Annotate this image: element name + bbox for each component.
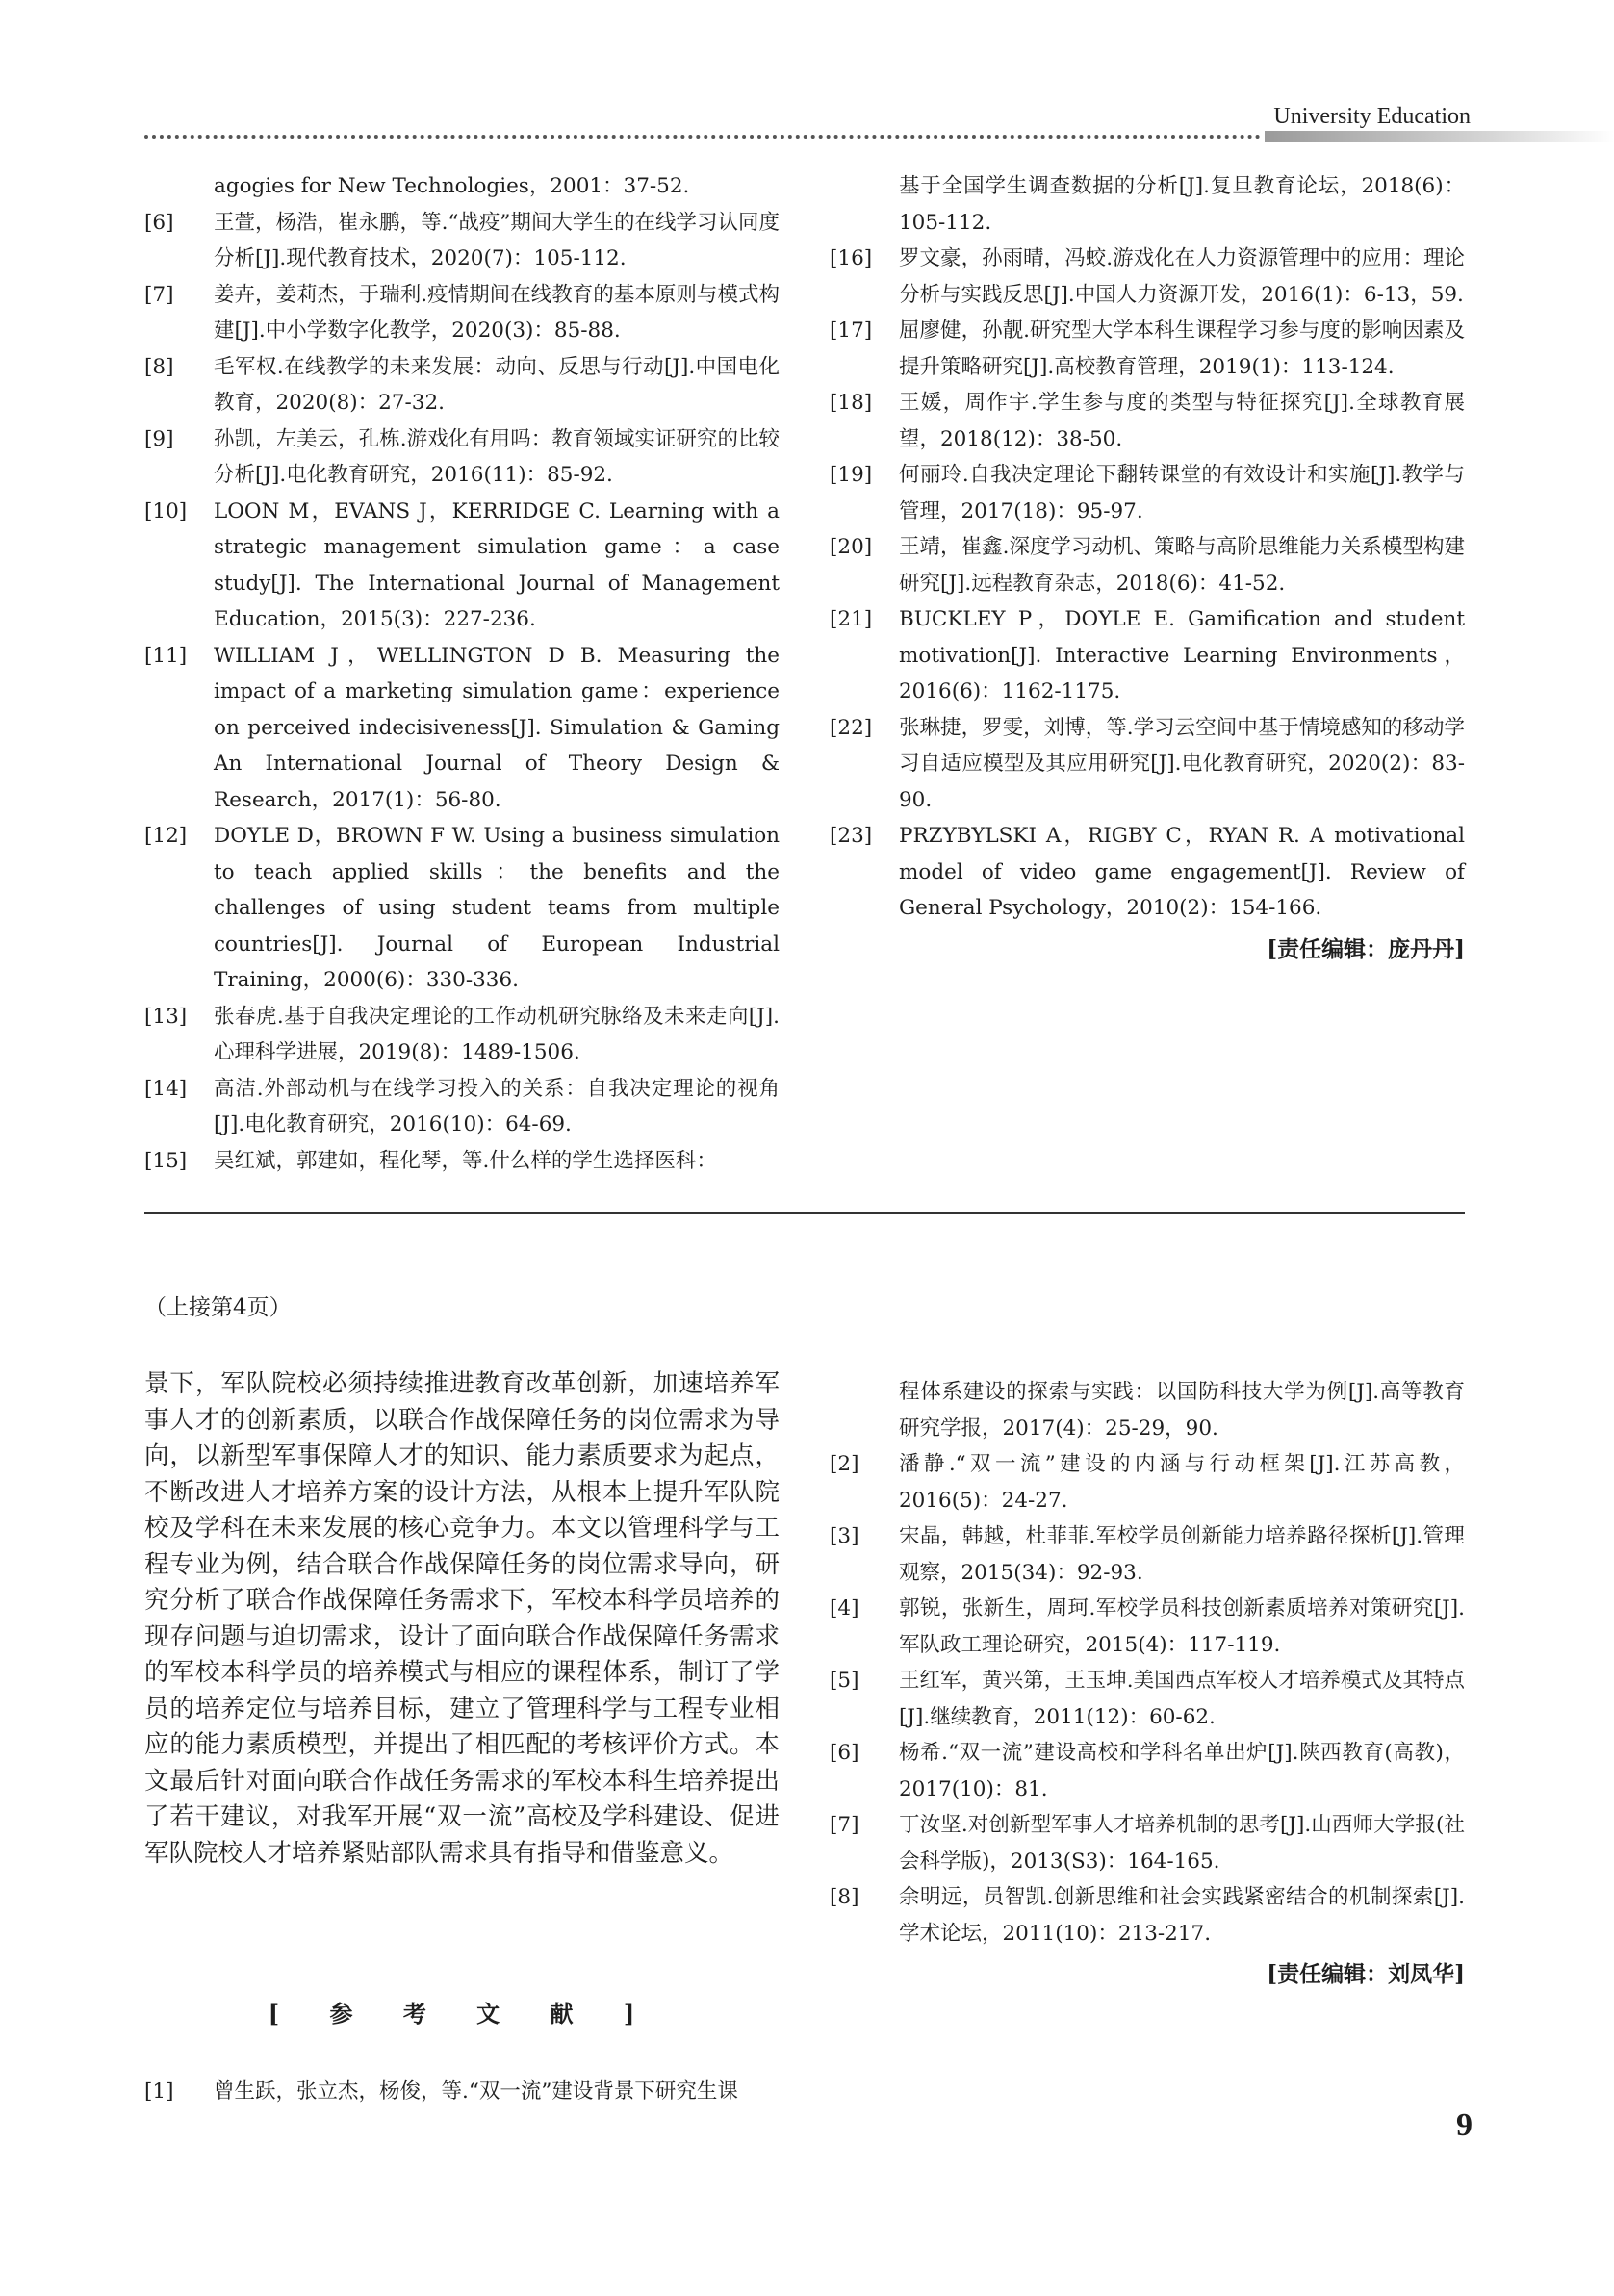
reference-text: 王萱，杨浩，崔永鹏，等.“战疫”期间大学生的在线学习认同度分析[J].现代教育技术，2020(7)：105-112. — [214, 210, 780, 270]
reference-item — [830, 1735, 1465, 1807]
reference-text: BUCKLEY P，DOYLE E. Gamification and student motivation[J]. Interactive Learning Environments，2016(6)：1162-1175. — [899, 607, 1465, 703]
reference-text: 程体系建设的探索与实践：以国防科技大学为例[J].高等教育研究学报，2017(4)：25-29，90. — [899, 1380, 1465, 1441]
reference-number: [7] — [830, 1813, 859, 1837]
reference-number: [15] — [144, 1148, 188, 1173]
article-conclusion-paragraph: 景下，军队院校必须持续推进教育改革创新，加速培养军事人才的创新素质，以联合作战保障任务的岗位需求为导向，以新型军事保障人才的知识、能力素质要求为起点，不断改进人才培养方案的设计方法，从根本上提升军队院校及学科在未来发展的核心竞争力。本文以管理科学与工程专业为例，结合联合作战保障任务的岗位需求导向，研究分析了联合作战保障任务需求下，军校本科学员培养的现存问题与迫切需求，设计了面向联合作战保障任务需求的军校本科学员的培养模式与相应的课程体系，制订了学员的培养定位与培养目标，建立了管理科学与工程专业相应的能力素质模型，并提出了相匹配的考核评价方式。本文最后针对面向联合作战任务需求的军校本科生培养提出了若干建议，对我军开展“双一流”高校及学科建设、促进军队院校人才培养紧贴部队需求具有指导和借鉴意义。 — [144, 1369, 780, 1868]
top-left-reference-list — [144, 168, 780, 1179]
reference-item — [830, 313, 1465, 385]
running-head: University Education — [1273, 104, 1471, 129]
reference-item — [830, 1663, 1465, 1735]
reference-text: 曾生跃，张立杰，杨俊，等.“双一流”建设背景下研究生课 — [214, 2079, 738, 2104]
reference-item — [144, 277, 780, 349]
reference-text: 丁汝坚.对创新型军事人才培养机制的思考[J].山西师大学报(社会科学版)，2013(S3)：164-165. — [899, 1813, 1465, 1874]
reference-item — [144, 2074, 780, 2110]
reference-item — [830, 818, 1465, 927]
reference-number: [3] — [830, 1524, 859, 1548]
reference-text: 何丽玲.自我决定理论下翻转课堂的有效设计和实施[J].教学与管理，2017(18)：95-97. — [899, 463, 1465, 523]
reference-text: 宋晶，韩越，杜菲菲.军校学员创新能力培养路径探析[J].管理观察，2015(34)：92-93. — [899, 1524, 1465, 1585]
reference-number: [22] — [830, 715, 873, 740]
reference-number: [18] — [830, 391, 873, 415]
page-number: 9 — [1456, 2107, 1473, 2143]
reference-number: [19] — [830, 463, 873, 487]
reference-number: [8] — [830, 1885, 859, 1909]
reference-number: [16] — [830, 246, 873, 270]
reference-item — [830, 601, 1465, 710]
reference-number: [23] — [830, 824, 873, 848]
reference-number: [6] — [830, 1741, 859, 1765]
reference-number: [14] — [144, 1076, 188, 1101]
references-heading: [ 参 考 文 献 ] — [268, 2000, 656, 2028]
header-dotted-rule — [144, 135, 1261, 139]
continued-from-note: （上接第4页） — [144, 1295, 292, 1320]
reference-text: 潘静.“双一流”建设的内涵与行动框架[J].江苏高教，2016(5)：24-27. — [899, 1452, 1465, 1513]
reference-text: LOON M，EVANS J，KERRIDGE C. Learning with a strategic management simulation game：a case study[J]. The International Journal of Management Education，2015(3)：227-236. — [214, 498, 780, 631]
reference-number: [11] — [144, 643, 188, 668]
reference-number: [20] — [830, 535, 873, 559]
reference-item — [830, 529, 1465, 601]
reference-item — [144, 349, 780, 421]
reference-text: agogies for New Technologies，2001：37-52. — [214, 174, 690, 198]
reference-text: 罗文豪，孙雨晴，冯蛟.游戏化在人力资源管理中的应用：理论分析与实践反思[J].中国人力资源开发，2016(1)：6-13，59. — [899, 246, 1465, 307]
reference-item — [144, 638, 780, 819]
reference-number: [6] — [144, 210, 174, 235]
reference-number: [21] — [830, 607, 873, 631]
reference-number: [8] — [144, 354, 174, 379]
article-separator-rule — [144, 1212, 1465, 1214]
reference-text: WILLIAM J，WELLINGTON D B. Measuring the impact of a marketing simulation game：experience on perceived indecisiveness[J]. Simulation & Gaming An International Journal of Theory Design & Research，2017(1)：56-80. — [214, 643, 780, 812]
reference-item — [830, 1591, 1465, 1663]
reference-text: 杨希.“双一流”建设高校和学科名单出炉[J].陕西教育(高教)，2017(10)：81. — [899, 1741, 1465, 1801]
reference-text: 王靖，崔鑫.深度学习动机、策略与高阶思维能力关系模型构建研究[J].远程教育杂志，2018(6)：41-52. — [899, 535, 1465, 596]
top-right-reference-list — [830, 168, 1465, 969]
reference-item — [144, 205, 780, 277]
reference-item — [830, 168, 1465, 241]
reference-item — [830, 1374, 1465, 1446]
reference-text: DOYLE D，BROWN F W. Using a business simulation to teach applied skills：the benefits and the challenges of using student teams from multiple countries[J]. Journal of European Industrial Training，2000(6)：330-336. — [214, 824, 780, 992]
reference-number: [4] — [830, 1596, 859, 1620]
reference-number: [7] — [144, 282, 174, 307]
reference-number: [2] — [830, 1452, 859, 1476]
reference-item — [830, 457, 1465, 529]
reference-item — [830, 1518, 1465, 1591]
reference-item — [144, 494, 780, 638]
reference-text: 高洁.外部动机与在线学习投入的关系：自我决定理论的视角[J].电化教育研究，2016(10)：64-69. — [214, 1076, 780, 1136]
reference-text: 郭锐，张新生，周珂.军校学员科技创新素质培养对策研究[J].军队政工理论研究，2015(4)：117-119. — [899, 1596, 1465, 1657]
reference-item — [830, 1446, 1465, 1518]
reference-item — [830, 710, 1465, 819]
reference-text: 姜卉，姜莉杰，于瑞利.疫情期间在线教育的基本原则与模式构建[J].中小学数字化教学，2020(3)：85-88. — [214, 282, 780, 343]
reference-item — [144, 421, 780, 494]
reference-text: 基于全国学生调查数据的分析[J].复旦教育论坛，2018(6)：105-112. — [899, 174, 1465, 235]
editor-credit: [责任编辑：刘凤华] — [1267, 1961, 1465, 1987]
reference-text: 吴红斌，郭建如，程化琴，等.什么样的学生选择医科： — [214, 1148, 717, 1173]
reference-number: [12] — [144, 824, 188, 848]
reference-text: 张琳捷，罗雯，刘博，等.学习云空间中基于情境感知的移动学习自适应模型及其应用研究[J].电化教育研究，2020(2)：83-90. — [899, 715, 1465, 812]
reference-item — [144, 1143, 780, 1180]
reference-item — [830, 1807, 1465, 1879]
reference-text: 王红军，黄兴第，王玉坤.美国西点军校人才培养模式及其特点[J].继续教育，2011(12)：60-62. — [899, 1669, 1465, 1729]
editor-credit: [责任编辑：庞丹丹] — [1267, 935, 1465, 962]
reference-item — [144, 168, 780, 205]
header-grey-bar — [1265, 131, 1614, 142]
reference-text: 余明远，员智凯.创新思维和社会实践紧密结合的机制探索[J].学术论坛，2011(10)：213-217. — [899, 1885, 1465, 1946]
reference-number: [13] — [144, 1004, 188, 1029]
reference-item — [830, 241, 1465, 313]
reference-number: [9] — [144, 426, 174, 451]
reference-number: [5] — [830, 1669, 859, 1693]
reference-text: 毛军权.在线教学的未来发展：动向、反思与行动[J].中国电化教育，2020(8)：27-32. — [214, 354, 780, 415]
reference-text: 王媛，周作宇.学生参与度的类型与特征探究[J].全球教育展望，2018(12)：38-50. — [899, 391, 1465, 451]
bottom-left-reference-list — [144, 2074, 780, 2110]
reference-text: 屈廖健，孙靓.研究型大学本科生课程学习参与度的影响因素及提升策略研究[J].高校教育管理，2019(1)：113-124. — [899, 319, 1465, 379]
reference-item — [830, 385, 1465, 457]
reference-item — [144, 999, 780, 1071]
reference-number: [1] — [144, 2079, 174, 2104]
reference-item — [144, 818, 780, 999]
reference-item — [830, 1879, 1465, 1952]
bottom-right-reference-list — [830, 1374, 1465, 1994]
reference-text: PRZYBYLSKI A，RIGBY C，RYAN R. A motivational model of video game engagement[J]. Review of General Psychology，2010(2)：154-166. — [899, 824, 1465, 920]
reference-text: 张春虎.基于自我决定理论的工作动机研究脉络及未来走向[J].心理科学进展，2019(8)：1489-1506. — [214, 1004, 780, 1064]
reference-text: 孙凯，左美云，孔栋.游戏化有用吗：教育领域实证研究的比较分析[J].电化教育研究，2016(11)：85-92. — [214, 426, 780, 487]
reference-item — [144, 1071, 780, 1143]
reference-number: [17] — [830, 319, 873, 343]
reference-number: [10] — [144, 498, 188, 523]
